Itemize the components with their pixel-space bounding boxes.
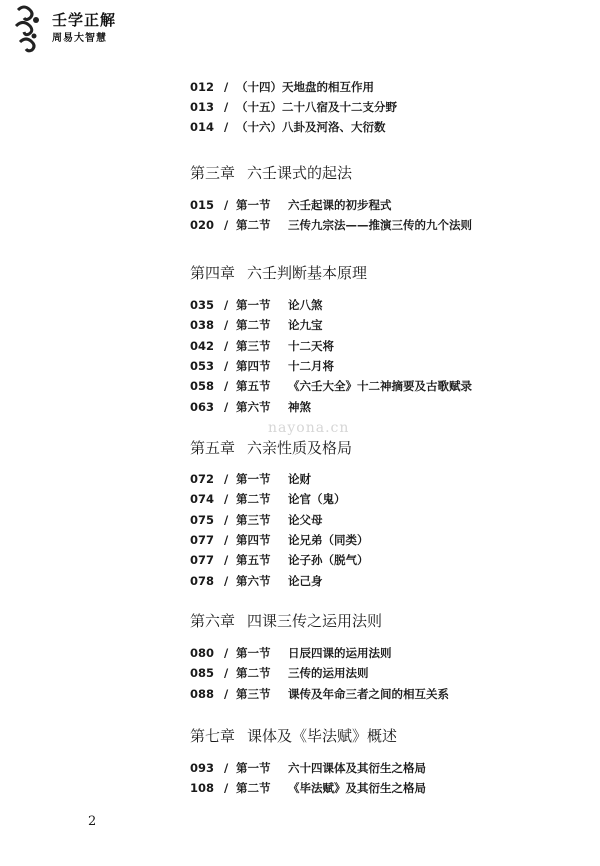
chapter-number: 第七章 <box>190 727 236 745</box>
chapter-title: 四课三传之运用法则 <box>247 612 383 630</box>
brand-title: 壬学正解 <box>52 11 117 29</box>
toc-entry-section: 第一节 <box>236 761 271 775</box>
toc-entry-page: 072 <box>190 472 215 486</box>
toc-entry-slash: / <box>224 120 229 134</box>
toc-entry-page: 063 <box>190 400 215 414</box>
toc-entry-page: 038 <box>190 318 215 332</box>
toc-entry-page: 015 <box>190 198 215 212</box>
chapter-number: 第四章 <box>190 264 236 282</box>
toc-entry-section: 第二节 <box>236 218 271 232</box>
toc-entry[interactable] <box>190 98 397 116</box>
toc-entry-slash: / <box>224 687 229 701</box>
toc-entry-title: 课传及年命三者之间的相互关系 <box>288 687 449 701</box>
toc-entry-section: 第二节 <box>236 666 271 680</box>
toc-entry-title: （十六）八卦及河洛、大衍数 <box>236 120 386 134</box>
toc-entry-slash: / <box>224 574 229 588</box>
chapter-number: 第六章 <box>190 612 236 630</box>
cloud-ornament-icon <box>14 4 44 56</box>
brand-logo <box>14 4 124 56</box>
watermark: nayona.cn <box>268 420 350 436</box>
toc-entry-section: 第三节 <box>236 687 271 701</box>
toc-entry[interactable] <box>190 296 323 314</box>
toc-entry-slash: / <box>224 553 229 567</box>
toc-entry-title: （十五）二十八宿及十二支分野 <box>236 100 397 114</box>
toc-entry-title: 神煞 <box>288 400 311 414</box>
toc-entry-slash: / <box>224 379 229 393</box>
toc-entry[interactable] <box>190 316 323 334</box>
chapter-number: 第三章 <box>190 164 236 182</box>
chapter-heading[interactable] <box>190 162 352 183</box>
toc-entry-title: 三传的运用法则 <box>288 666 369 680</box>
chapter-heading[interactable] <box>190 437 352 458</box>
toc-entry-section: 第二节 <box>236 781 271 795</box>
toc-entry[interactable] <box>190 470 311 488</box>
toc-entry-section: 第六节 <box>236 574 271 588</box>
toc-entry[interactable] <box>190 685 449 703</box>
toc-entry-title: 论八煞 <box>288 298 323 312</box>
toc-entry[interactable] <box>190 551 369 569</box>
toc-entry-title: 六壬起课的初步程式 <box>288 198 392 212</box>
brand-subtitle: 周易大智慧 <box>52 33 107 44</box>
toc-entry-slash: / <box>224 492 229 506</box>
toc-entry-page: 012 <box>190 80 215 94</box>
toc-entry-page: 074 <box>190 492 215 506</box>
toc-entry-page: 075 <box>190 513 215 527</box>
toc-entry-section: 第三节 <box>236 339 271 353</box>
toc-entry-page: 085 <box>190 666 215 680</box>
toc-entry-page: 035 <box>190 298 215 312</box>
chapter-number: 第五章 <box>190 439 236 457</box>
toc-entry[interactable] <box>190 377 472 395</box>
toc-entry-section: 第五节 <box>236 553 271 567</box>
toc-entry[interactable] <box>190 759 426 777</box>
toc-entry-title: 三传九宗法——推演三传的九个法则 <box>288 218 472 232</box>
toc-entry-section: 第一节 <box>236 298 271 312</box>
toc-entry[interactable] <box>190 118 386 136</box>
toc-entry-page: 058 <box>190 379 215 393</box>
toc-entry-page: 080 <box>190 646 215 660</box>
chapter-heading[interactable] <box>190 262 367 283</box>
toc-entry[interactable] <box>190 337 334 355</box>
chapter-heading[interactable] <box>190 610 382 631</box>
toc-entry-section: 第一节 <box>236 646 271 660</box>
toc-entry-title: 论父母 <box>288 513 323 527</box>
toc-entry-page: 053 <box>190 359 215 373</box>
toc-entry-slash: / <box>224 339 229 353</box>
toc-entry-page: 042 <box>190 339 215 353</box>
toc-entry-title: 十二天将 <box>288 339 334 353</box>
toc-entry-section: 第二节 <box>236 492 271 506</box>
toc-entry-title: 论财 <box>288 472 311 486</box>
chapter-heading[interactable] <box>190 725 397 746</box>
toc-entry[interactable] <box>190 196 392 214</box>
toc-entry-slash: / <box>224 318 229 332</box>
toc-entry-slash: / <box>224 298 229 312</box>
toc-entry[interactable] <box>190 511 323 529</box>
toc-entry-title: 十二月将 <box>288 359 334 373</box>
toc-entry-page: 014 <box>190 120 215 134</box>
toc-entry[interactable] <box>190 644 392 662</box>
toc-entry[interactable] <box>190 779 426 797</box>
toc-entry-title: 论己身 <box>288 574 323 588</box>
toc-entry-page: 093 <box>190 761 215 775</box>
toc-entry-title: 论兄弟（同类） <box>288 533 369 547</box>
page-number: 2 <box>88 814 97 829</box>
toc-entry-slash: / <box>224 80 229 94</box>
toc-entry-slash: / <box>224 513 229 527</box>
toc-entry-section: 第四节 <box>236 359 271 373</box>
toc-entry-title: 《六壬大全》十二神摘要及古歌赋录 <box>288 379 472 393</box>
toc-entry-title: 日辰四课的运用法则 <box>288 646 392 660</box>
toc-entry-title: （十四）天地盘的相互作用 <box>236 80 374 94</box>
toc-entry-slash: / <box>224 646 229 660</box>
toc-entry[interactable] <box>190 664 369 682</box>
toc-entry[interactable] <box>190 216 472 234</box>
chapter-title: 六壬课式的起法 <box>247 164 353 182</box>
toc-entry-section: 第四节 <box>236 533 271 547</box>
toc-entry[interactable] <box>190 78 374 96</box>
toc-entry-section: 第一节 <box>236 472 271 486</box>
toc-entry-page: 077 <box>190 533 215 547</box>
toc-entry-page: 077 <box>190 553 215 567</box>
chapter-title: 课体及《毕法赋》概述 <box>247 727 398 745</box>
toc-entry-section: 第三节 <box>236 513 271 527</box>
toc-entry-page: 078 <box>190 574 215 588</box>
toc-entry-title: 论九宝 <box>288 318 323 332</box>
toc-entry-slash: / <box>224 198 229 212</box>
toc-entry[interactable] <box>190 572 323 590</box>
toc-entry-section: 第一节 <box>236 198 271 212</box>
chapter-title: 六壬判断基本原理 <box>247 264 368 282</box>
toc-entry-section: 第二节 <box>236 318 271 332</box>
toc-entry[interactable] <box>190 490 346 508</box>
toc-entry-title: 《毕法赋》及其衍生之格局 <box>288 781 426 795</box>
toc-entry-title: 论子孙（脱气） <box>288 553 369 567</box>
toc-entry-slash: / <box>224 100 229 114</box>
toc-entry-page: 020 <box>190 218 215 232</box>
chapter-title: 六亲性质及格局 <box>247 439 353 457</box>
toc-entry[interactable] <box>190 398 311 416</box>
toc-entry-page: 088 <box>190 687 215 701</box>
toc-entry-title: 论官（鬼） <box>288 492 346 506</box>
toc-entry-section: 第六节 <box>236 400 271 414</box>
toc-entry[interactable] <box>190 531 369 549</box>
toc-entry-slash: / <box>224 472 229 486</box>
toc-entry-page: 108 <box>190 781 215 795</box>
toc-entry-slash: / <box>224 218 229 232</box>
toc-entry-slash: / <box>224 400 229 414</box>
toc-entry-title: 六十四课体及其衍生之格局 <box>288 761 426 775</box>
toc-entry-slash: / <box>224 781 229 795</box>
toc-entry-page: 013 <box>190 100 215 114</box>
toc-entry-slash: / <box>224 666 229 680</box>
toc-entry-section: 第五节 <box>236 379 271 393</box>
toc-entry-slash: / <box>224 533 229 547</box>
toc-entry-slash: / <box>224 359 229 373</box>
toc-entry[interactable] <box>190 357 334 375</box>
toc-entry-slash: / <box>224 761 229 775</box>
